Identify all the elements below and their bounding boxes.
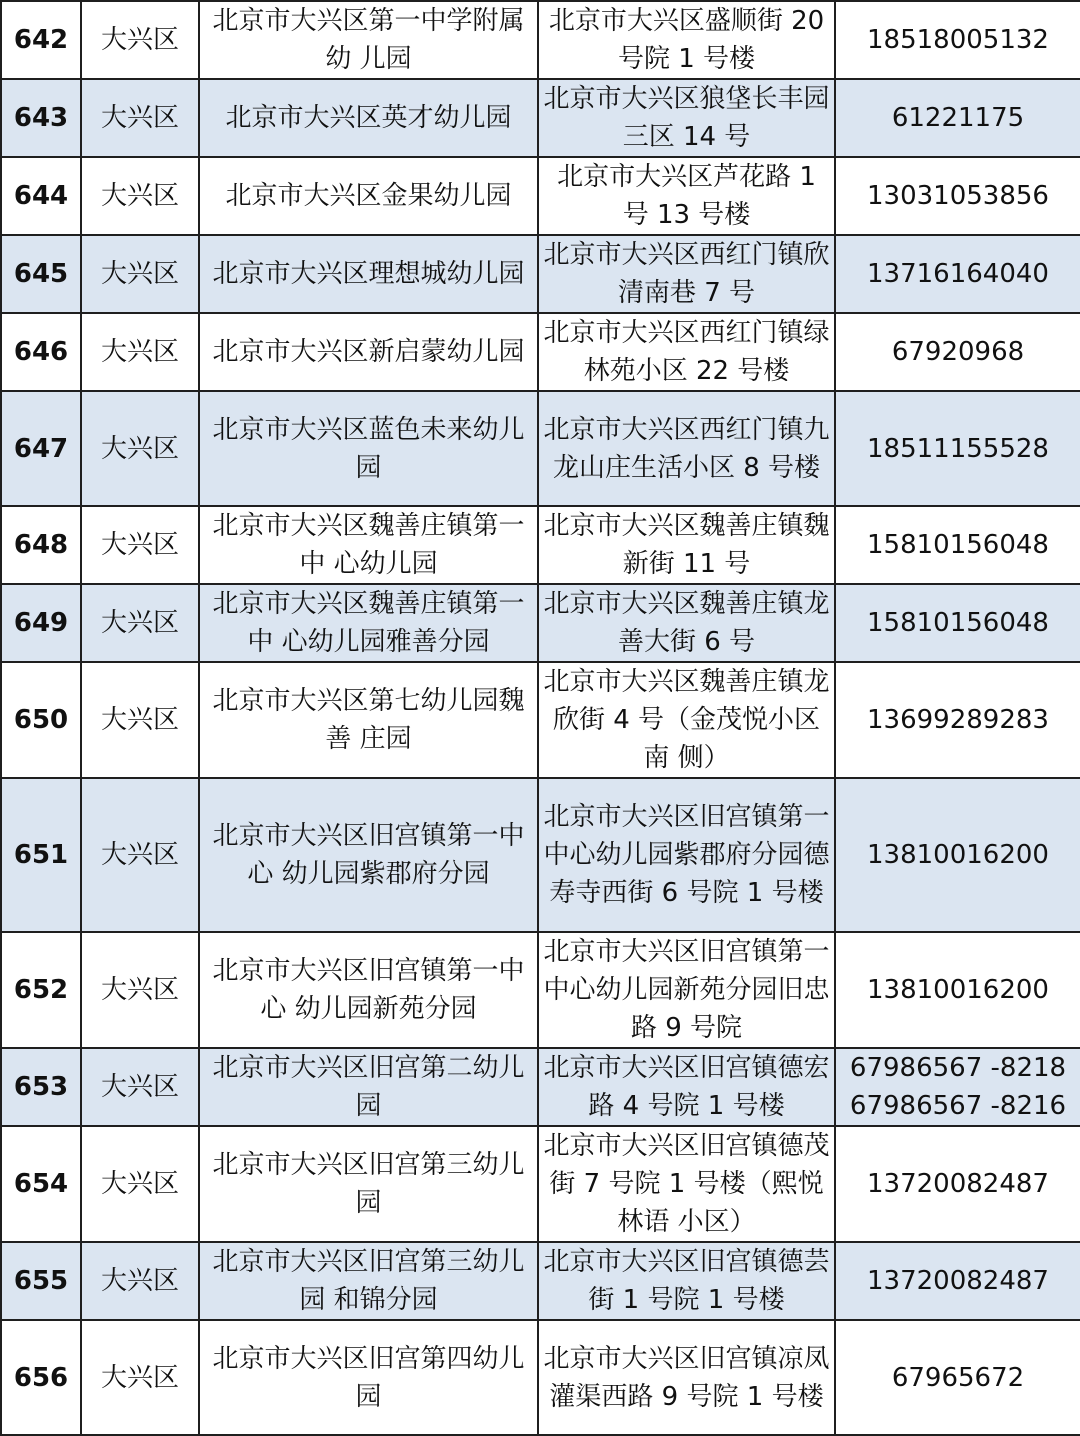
phone-cell: [835, 157, 1080, 235]
row-number: 644: [1, 157, 81, 235]
phone-number: 13810016200: [867, 975, 1049, 1005]
row-number: 649: [1, 584, 81, 662]
kindergarten-name-cell: 北京市大兴区旧宫镇第一中心 幼儿园紫郡府分园: [199, 778, 538, 932]
table-row: [1, 1320, 1080, 1435]
phone-number: 67965672: [891, 1362, 1025, 1393]
district-cell: 大兴区: [81, 157, 199, 235]
phone-cell: [835, 662, 1080, 778]
address-cell: 北京市大兴区旧宫镇第一中心幼儿园紫郡府分园德 寿寺西街 6 号院 1 号楼: [538, 778, 835, 932]
phone-cell: [835, 932, 1080, 1048]
address-cell: 北京市大兴区西红门镇绿林苑小区 22 号楼: [538, 313, 835, 391]
row-number: 648: [1, 506, 81, 584]
district-cell: 大兴区: [81, 584, 199, 662]
phone-number: 15810156048: [867, 608, 1049, 638]
phone-number: 18518005132: [867, 25, 1049, 55]
address-cell: 北京市大兴区狼垡长丰园三区 14 号: [538, 79, 835, 157]
kindergarten-name-cell: 北京市大兴区旧宫第二幼儿园: [199, 1048, 538, 1126]
row-number: 656: [1, 1320, 81, 1435]
district-cell: 大兴区: [81, 506, 199, 584]
kindergarten-name-cell: 北京市大兴区新启蒙幼儿园: [199, 313, 538, 391]
kindergarten-name-cell: 北京市大兴区金果幼儿园: [199, 157, 538, 235]
phone-number: 13720082487: [867, 1169, 1049, 1199]
row-number: 643: [1, 79, 81, 157]
kindergarten-name-cell: 北京市大兴区魏善庄镇第一中 心幼儿园雅善分园: [199, 584, 538, 662]
kindergarten-name-cell: 北京市大兴区旧宫第三幼儿园 和锦分园: [199, 1242, 538, 1320]
phone-cell: [835, 584, 1080, 662]
kindergarten-name-cell: 北京市大兴区第一中学附属幼 儿园: [199, 1, 538, 79]
address-cell: 北京市大兴区旧宫镇第一中心幼儿园新苑分园旧忠 路 9 号院: [538, 932, 835, 1048]
kindergarten-name-cell: 北京市大兴区旧宫第三幼儿园: [199, 1126, 538, 1242]
phone-cell: [835, 778, 1080, 932]
address-cell: 北京市大兴区旧宫镇德宏路 4 号院 1 号楼: [538, 1048, 835, 1126]
phone-cell: [835, 313, 1080, 391]
row-number: 654: [1, 1126, 81, 1242]
table-row: [1, 391, 1080, 506]
phone-number: 67920968: [891, 337, 1025, 367]
table-row: [1, 506, 1080, 584]
kindergarten-name-cell: 北京市大兴区英才幼儿园: [199, 79, 538, 157]
district-cell: 大兴区: [81, 1048, 199, 1126]
address-cell: 北京市大兴区魏善庄镇龙欣街 4 号（金茂悦小区南 侧）: [538, 662, 835, 778]
phone-cell: [835, 1048, 1080, 1126]
phone-number: 13810016200: [867, 840, 1049, 870]
phone-number: 61221175: [891, 103, 1025, 133]
address-cell: 北京市大兴区旧宫镇德芸街 1 号院 1 号楼: [538, 1242, 835, 1320]
phone-cell: [835, 506, 1080, 584]
row-number: 647: [1, 391, 81, 506]
address-cell: 北京市大兴区魏善庄镇魏新街 11 号: [538, 506, 835, 584]
row-number: 646: [1, 313, 81, 391]
address-cell: 北京市大兴区西红门镇欣清南巷 7 号: [538, 235, 835, 313]
district-cell: 大兴区: [81, 1126, 199, 1242]
table-row: [1, 584, 1080, 662]
district-cell: 大兴区: [81, 1, 199, 79]
district-cell: 大兴区: [81, 662, 199, 778]
phone-number: 13716164040: [867, 259, 1049, 289]
table-row: [1, 1048, 1080, 1126]
kindergarten-name-cell: 北京市大兴区蓝色未来幼儿园: [199, 391, 538, 506]
district-cell: 大兴区: [81, 313, 199, 391]
row-number: 655: [1, 1242, 81, 1320]
phone-cell: [835, 235, 1080, 313]
district-cell: 大兴区: [81, 1320, 199, 1435]
table-row: [1, 662, 1080, 778]
district-cell: 大兴区: [81, 79, 199, 157]
district-cell: 大兴区: [81, 391, 199, 506]
table-row: [1, 235, 1080, 313]
kindergarten-name-cell: 北京市大兴区旧宫镇第一中心 幼儿园新苑分园: [199, 932, 538, 1048]
phone-cell: [835, 1126, 1080, 1242]
address-cell: 北京市大兴区魏善庄镇龙善大街 6 号: [538, 584, 835, 662]
kindergarten-name-cell: 北京市大兴区理想城幼儿园: [199, 235, 538, 313]
row-number: 653: [1, 1048, 81, 1126]
table-row: [1, 157, 1080, 235]
phone-cell: [835, 1242, 1080, 1320]
row-number: 650: [1, 662, 81, 778]
phone-number: 13699289283: [867, 705, 1049, 735]
row-number: 651: [1, 778, 81, 932]
row-number: 645: [1, 235, 81, 313]
phone-number: 13720082487: [867, 1266, 1049, 1296]
phone-cell: [835, 391, 1080, 506]
row-number: 652: [1, 932, 81, 1048]
table-row: [1, 778, 1080, 932]
kindergarten-name-cell: 北京市大兴区第七幼儿园魏善 庄园: [199, 662, 538, 778]
row-number: 642: [1, 1, 81, 79]
table-row: [1, 932, 1080, 1048]
phone-number: 13031053856: [867, 181, 1049, 211]
table-row: [1, 79, 1080, 157]
phone-number: 18511155528: [867, 433, 1049, 464]
address-cell: 北京市大兴区盛顺街 20 号院 1 号楼: [538, 1, 835, 79]
phone-cell: [835, 1, 1080, 79]
phone-number: 67986567 -8218: [849, 1053, 1067, 1083]
district-cell: 大兴区: [81, 235, 199, 313]
kindergarten-name-cell: 北京市大兴区魏善庄镇第一中 心幼儿园: [199, 506, 538, 584]
kindergarten-name-cell: 北京市大兴区旧宫第四幼儿园: [199, 1320, 538, 1435]
table-row: [1, 313, 1080, 391]
table-row: [1, 1, 1080, 79]
address-cell: 北京市大兴区西红门镇九龙山庄生活小区 8 号楼: [538, 391, 835, 506]
district-cell: 大兴区: [81, 778, 199, 932]
table-row: [1, 1242, 1080, 1320]
table-body: [1, 1, 1080, 1435]
phone-cell: [835, 1320, 1080, 1435]
phone-number: 67986567 -8216: [849, 1091, 1067, 1121]
phone-cell: [835, 79, 1080, 157]
address-cell: 北京市大兴区旧宫镇凉凤灌渠西路 9 号院 1 号楼: [538, 1320, 835, 1435]
district-cell: 大兴区: [81, 1242, 199, 1320]
phone-number: 15810156048: [867, 530, 1049, 560]
address-cell: 北京市大兴区旧宫镇德茂街 7 号院 1 号楼（熙悦林语 小区）: [538, 1126, 835, 1242]
table-row: [1, 1126, 1080, 1242]
address-cell: 北京市大兴区芦花路 1 号 13 号楼: [538, 157, 835, 235]
district-cell: 大兴区: [81, 932, 199, 1048]
